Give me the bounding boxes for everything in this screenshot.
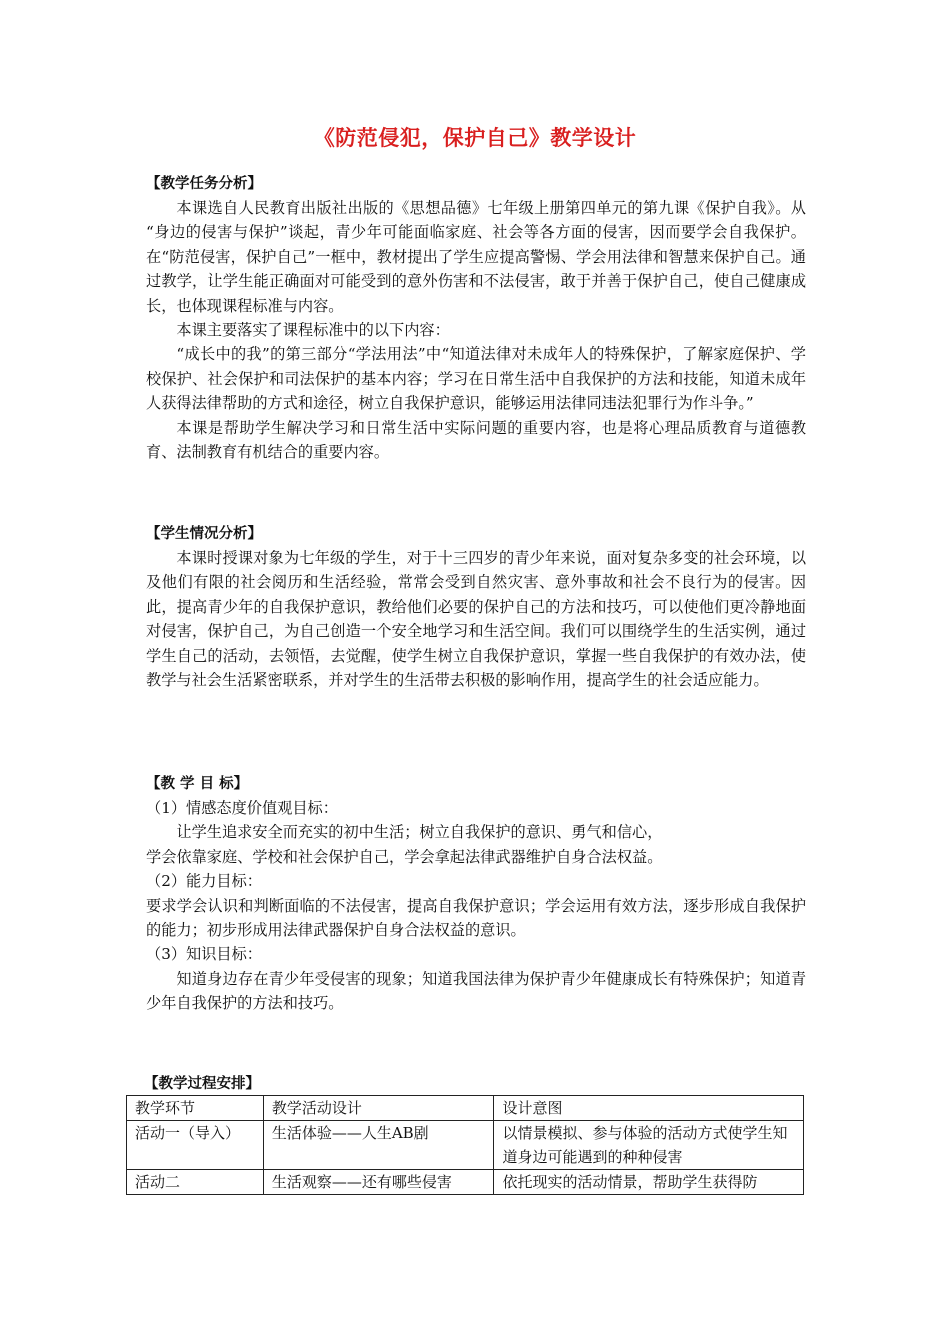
table-cell: 活动一（导入） [127,1121,264,1170]
table-cell: 生活观察——还有哪些侵害 [263,1170,494,1195]
goal-label: （3）知识目标： [146,945,262,964]
section-student-analysis [146,522,806,692]
paragraph: 本课选自人民教育出版社出版的《思想品德》七年级上册第四单元的第九课《保护自我》。从 “身边的侵害与保护”谈起，青少年可能面临家庭、社会等各方面的侵害，因而要学会自我保护。在“防范侵害，保护自己”一框中，教材提出了学生应提高警惕、学会用法律和智慧来保护自己。通过教学，让学生能正确面对可能受到的意外伤害和不法侵害，敢于并善于保护自己，使自己健康成长，也体现课程标准与内容。 [146,199,806,315]
table-header-cell: 教学活动设计 [263,1096,494,1121]
process-table [126,1095,804,1195]
section-heading: 【学生情况分析】 [146,526,262,542]
goal-text: 让学生追求安全而充实的初中生活；树立自我保护的意识、勇气和信心， [176,823,663,842]
document-title: 《防范侵犯，保护自己》教学设计 [313,126,637,150]
table-header-cell: 设计意图 [494,1096,804,1121]
paragraph: 本课主要落实了课程标准中的以下内容： [176,321,450,340]
goal-text: 要求学会认识和判断面临的不法侵害，提高自我保护意识；学会运用有效方法，逐步形成自我保护的能力；初步形成用法律武器保护自身合法权益的意识。 [146,896,806,940]
table-header-cell: 教学环节 [127,1096,264,1121]
section-heading: 【教学过程安排】 [144,1076,260,1092]
section-teaching-goals [146,772,806,1016]
table-cell: 依托现实的活动情景，帮助学生获得防 [494,1170,804,1195]
paragraph: “成长中的我”的第三部分“学法用法”中“知道法律对未成年人的特殊保护，了解家庭保护、学校保护、社会保护和司法保护的基本内容；学习在日常生活中自我保护的方法和技能，知道未成年人获得法律帮助的方式和途径，树立自我保护意识，能够运用法律同违法犯罪行为作斗争。” [146,345,806,413]
section-task-analysis [146,172,806,464]
goal-label: （2）能力目标： [146,872,262,891]
section-heading: 【教学任务分析】 [146,176,262,192]
paragraph: 本课时授课对象为七年级的学生，对于十三四岁的青少年来说，面对复杂多变的社会环境，以及他们有限的社会阅历和生活经验，常常会受到自然灾害、意外事故和社会不良行为的侵害。因此，提高青少年的自我保护意识，教给他们必要的保护自己的方法和技巧，可以使他们更冷静地面对侵害，保护自己，为自己创造一个安全地学习和生活空间。我们可以围绕学生的生活实例，通过学生自己的活动，去领悟，去觉醒，使学生树立自我保护意识，掌握一些自我保护的有效办法，使教学与社会生活紧密联系，并对学生的生活带去积极的影响作用，提高学生的社会适应能力。 [146,549,806,690]
table-row [127,1170,804,1195]
paragraph: 本课是帮助学生解决学习和日常生活中实际问题的重要内容，也是将心理品质教育与道德教育、法制教育有机结合的重要内容。 [146,418,806,462]
section-heading: 【教 学 目 标】 [146,776,249,792]
table-header-row [127,1096,804,1121]
table-row [127,1121,804,1170]
goal-text: 学会依靠家庭、学校和社会保护自己，学会拿起法律武器维护自身合法权益。 [146,847,663,866]
table-cell: 活动二 [127,1170,264,1195]
table-cell: 以情景模拟、参与体验的活动方式使学生知道身边可能遇到的种种侵害 [494,1121,804,1170]
goal-label: （1）情感态度价值观目标： [146,799,338,817]
table-cell: 生活体验——人生AB剧 [263,1121,494,1170]
goal-text: 知道身边存在青少年受侵害的现象；知道我国法律为保护青少年健康成长有特殊保护；知道青少年自我保护的方法和技巧。 [146,969,806,1013]
